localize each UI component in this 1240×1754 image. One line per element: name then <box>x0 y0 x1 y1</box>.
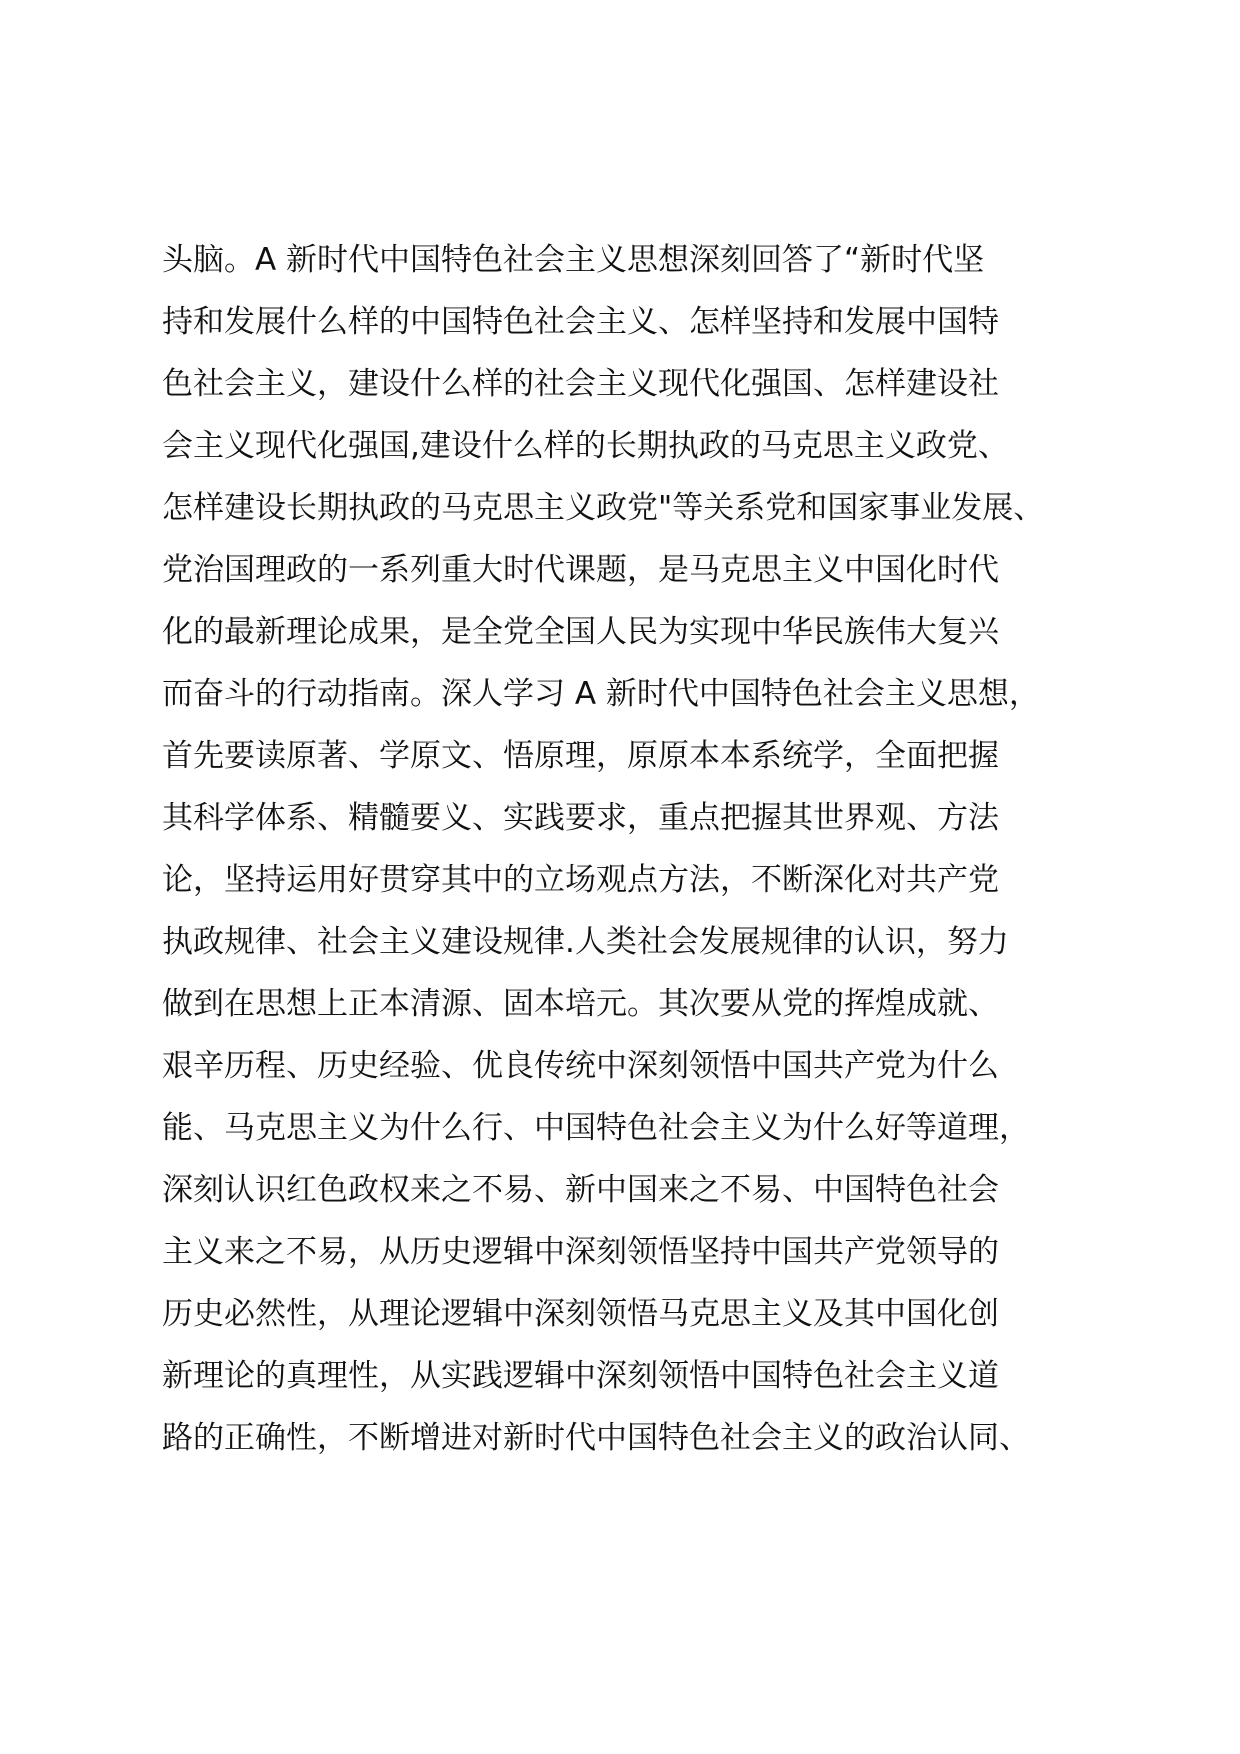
text-line-14: 艰辛历程、历史经验、优良传统中深刻领悟中国共产党为什么 <box>162 1048 999 1084</box>
text-line-2: 持和发展什么样的中国特色社会主义、怎样坚持和发展中国特 <box>162 304 999 340</box>
text-line-10: 其科学体系、精髓要义、实践要求，重点把握其世界观、方法 <box>162 800 999 836</box>
text-line-13: 做到在思想上正本清源、固本培元。其次要从党的挥煌成就、 <box>162 986 999 1022</box>
text-line-19: 新理论的真理性，从实践逻辑中深刻领悟中国特色社会主义道 <box>162 1358 999 1394</box>
text-line-1: 头脑。A 新时代中国特色社会主义思想深刻回答了“新时代坚 <box>162 242 985 278</box>
text-line-11: 论，坚持运用好贯穿其中的立场观点方法，不断深化对共产党 <box>162 862 999 898</box>
text-line-17: 主义来之不易，从历史逻辑中深刻领悟坚持中国共产党领导的 <box>162 1234 999 1270</box>
text-line-5: 怎样建设长期执政的马克思主义政党"等关系党和国家事业发展、 <box>162 490 1045 526</box>
text-line-20: 路的正确性，不断增进对新时代中国特色社会主义的政治认同、 <box>162 1420 1030 1456</box>
text-line-6: 党治国理政的一系列重大时代课题，是马克思主义中国化时代 <box>162 552 999 588</box>
text-line-7: 化的最新理论成果，是全党全国人民为实现中华民族伟大复兴 <box>162 614 999 650</box>
text-line-12: 执政规律、社会主义建设规律.人类社会发展规律的认识，努力 <box>162 924 1009 960</box>
text-line-8: 而奋斗的行动指南。深人学习 A 新时代中国特色社会主义思想， <box>162 676 1040 712</box>
text-line-4: 会主义现代化强国,建设什么样的长期执政的马克思主义政党、 <box>162 428 1009 464</box>
text-line-15: 能、马克思主义为什么行、中国特色社会主义为什么好等道理， <box>162 1110 1030 1146</box>
text-line-18: 历史必然性，从理论逻辑中深刻领悟马克思主义及其中国化创 <box>162 1296 999 1332</box>
text-line-9: 首先要读原著、学原文、悟原理，原原本本系统学，全面把握 <box>162 738 999 774</box>
text-line-16: 深刻认识红色政权来之不易、新中国来之不易、中国特色社会 <box>162 1172 999 1208</box>
text-line-3: 色社会主义，建设什么样的社会主义现代化强国、怎样建设社 <box>162 366 999 402</box>
